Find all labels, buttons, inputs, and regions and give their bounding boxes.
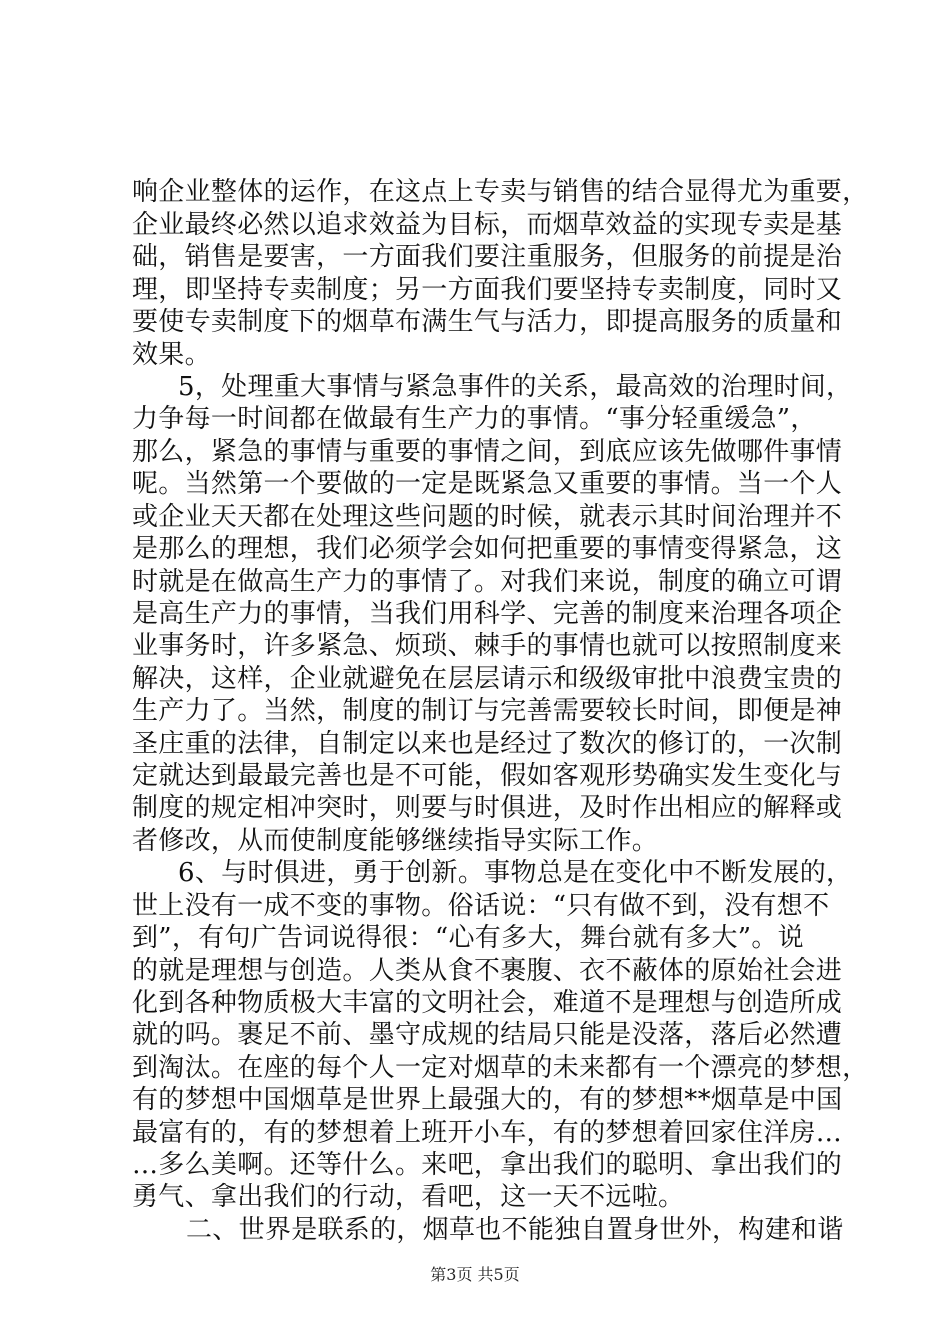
body-line: …多么美啊。还等什么。来吧，拿出我们的聪明、拿出我们的 (132, 1150, 843, 1180)
body-line: 理，即坚持专卖制度；另一方面我们要坚持专卖制度，同时又 (132, 275, 843, 305)
body-line: 础，销售是要害，一方面我们要注重服务，但服务的前提是治 (132, 242, 843, 272)
body-line: 是高生产力的事情，当我们用科学、完善的制度来治理各项企 (132, 599, 843, 629)
body-line: 到”，有句广告词说得很：“心有多大，舞台就有多大”。说 (132, 923, 804, 953)
body-line: 是那么的理想，我们必须学会如何把重要的事情变得紧急，这 (132, 534, 843, 564)
body-line: 解决，这样，企业就避免在层层请示和级级审批中浪费宝贵的 (132, 664, 843, 694)
body-line: 效果。 (132, 340, 211, 370)
section-heading: 二、世界是联系的，烟草也不能独自置身世外，构建和谐 (186, 1215, 844, 1245)
body-line: 有的梦想中国烟草是世界上最强大的，有的梦想**烟草是中国 (132, 1085, 843, 1115)
body-line: 到淘汰。在座的每个人一定对烟草的未来都有一个漂亮的梦想， (132, 1053, 869, 1083)
body-line: 呢。当然第一个要做的一定是既紧急又重要的事情。当一个人 (132, 469, 843, 499)
body-line: 化到各种物质极大丰富的文明社会，难道不是理想与创造所成 (132, 988, 843, 1018)
body-line: 者修改，从而使制度能够继续指导实际工作。 (132, 826, 659, 856)
body-line: 的就是理想与创造。人类从食不裹腹、衣不蔽体的原始社会进 (132, 956, 843, 986)
body-line: 力争每一时间都在做最有生产力的事情。“事分轻重缓急”， (132, 404, 817, 434)
body-line: 企业最终必然以追求效益为目标，而烟草效益的实现专卖是基 (132, 210, 843, 240)
paragraph-first-line: 6、与时俱进，勇于创新。事物总是在变化中不断发展的， (178, 858, 853, 888)
body-line: 业事务时，许多紧急、烦琐、棘手的事情也就可以按照制度来 (132, 631, 843, 661)
body-line: 定就达到最最完善也是不可能，假如客观形势确实发生变化与 (132, 761, 843, 791)
body-line: 时就是在做高生产力的事情了。对我们来说，制度的确立可谓 (132, 567, 843, 597)
body-line: 要使专卖制度下的烟草布满生气与活力，即提高服务的质量和 (132, 307, 843, 337)
page-footer: 第3页 共5页 (430, 1265, 520, 1284)
body-line: 圣庄重的法律，自制定以来也是经过了数次的修订的，一次制 (132, 729, 843, 759)
body-line: 最富有的，有的梦想着上班开小车，有的梦想着回家住洋房… (132, 1118, 843, 1148)
body-line: 或企业天天都在处理这些问题的时候，就表示其时间治理并不 (132, 502, 843, 532)
body-line: 世上没有一成不变的事物。俗话说：“只有做不到，没有想不 (132, 891, 830, 921)
body-line: 勇气、拿出我们的行动，看吧，这一天不远啦。 (132, 1182, 685, 1212)
body-line: 生产力了。当然，制度的制订与完善需要较长时间，即便是神 (132, 696, 843, 726)
body-line: 就的吗。裹足不前、墨守成规的结局只能是没落，落后必然遭 (132, 1020, 843, 1050)
body-line: 那么，紧急的事情与重要的事情之间，到底应该先做哪件事情 (132, 437, 843, 467)
paragraph-first-line: 5，处理重大事情与紧急事件的关系，最高效的治理时间， (178, 372, 853, 402)
body-line: 响企业整体的运作，在这点上专卖与销售的结合显得尤为重要， (132, 177, 869, 207)
body-line: 制度的规定相冲突时，则要与时俱进，及时作出相应的解释或 (132, 793, 843, 823)
